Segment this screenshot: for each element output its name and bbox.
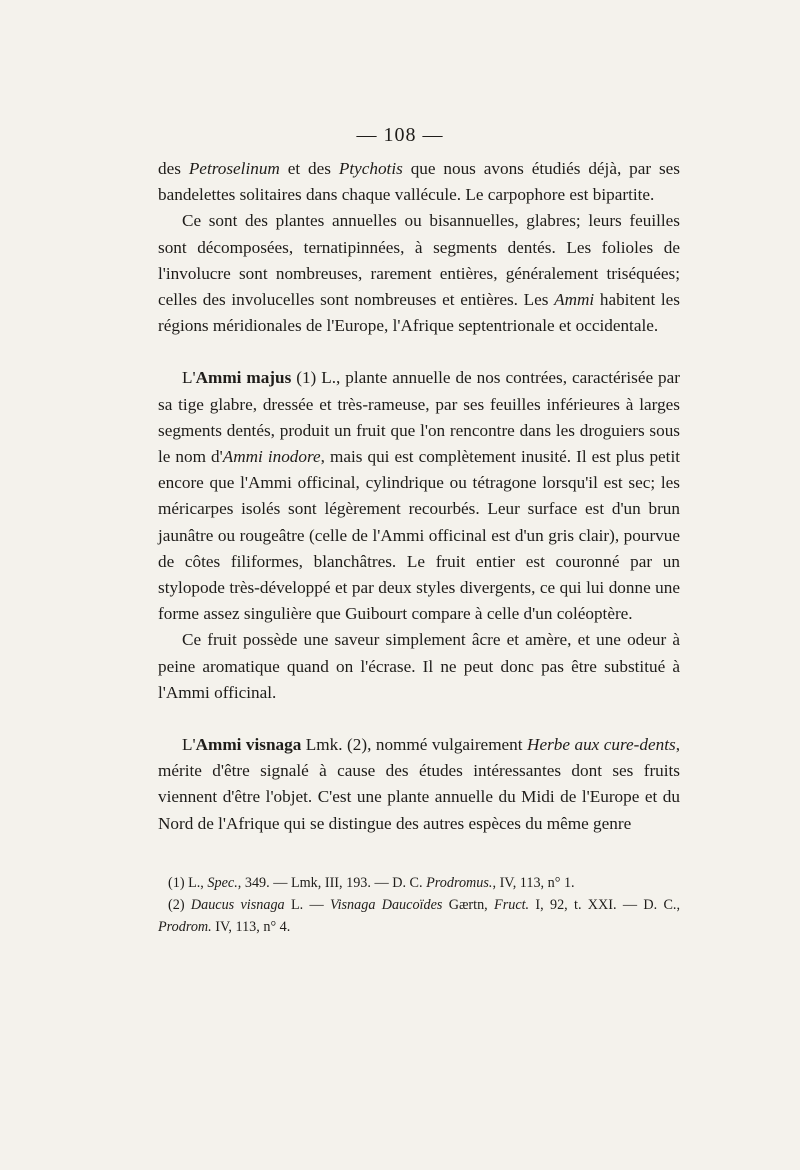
paragraph-5: L'Ammi visnaga Lmk. (2), nommé vulgairement Herbe aux cure-dents, mérite d'être signalé à cause des études intéressantes dont ses fruits viennent d'être l'objet. C'est une plante annuelle du Midi de l'Europe et du Nord de l'Afrique qui se distingue des autres espèces du même genre [158, 735, 680, 833]
paragraph-3: L'Ammi majus (1) L., plante annuelle de nos contrées, caractérisée par sa tige glabre, dressée et très-rameuse, par ses feuilles inférieures à larges segments dentés, produit un fruit que l'on rencontre dans les droguiers sous le nom d'Ammi inodore, mais qui est complètement inusité. Il est plus petit encore que l'Ammi officinal, cylindrique ou tétragone lorsqu'il est sec; les méricarpes isolés sont légèrement recourbés. Leur surface est d'un brun jaunâtre ou rougeâtre (celle de l'Ammi officinal est d'un gris clair), pourvue de côtes filiformes, blanchâtres. Le fruit entier est couronné par un stylopode très-développé et par deux styles divergents, ce qui lui donne une forme assez singulière que Guibourt compare à celle d'un coléoptère. [158, 368, 680, 624]
common-name: Ammi inodore [222, 447, 321, 467]
species-name: Ammi majus [195, 368, 292, 388]
footnote-2: (2) Daucus visnaga L. — Visnaga Daucoïdes Gærtn, Fruct. I, 92, t. XXI. — D. C., Prodrom. IV, 113, n° 4. [158, 897, 681, 935]
paragraph-1: des Petroselinum et des Ptychotis que nous avons étudiés déjà, par ses bandelettes solitaires dans chaque vallécule. Le carpophore est bipartite. [158, 159, 680, 205]
footnote-1: (1) L., Spec., 349. — Lmk, III, 193. — D. C. Prodromus., IV, 113, n° 1. [168, 875, 575, 891]
genus-name: Ammi [554, 290, 595, 310]
footnotes [158, 872, 680, 938]
species-name: Ammi visnaga [195, 735, 302, 755]
common-name: Herbe aux cure-dents [527, 735, 676, 755]
paragraph-2: Ce sont des plantes annuelles ou bisannuelles, glabres; leurs feuilles sont décomposées, ternatipinnées, à segments dentés. Les folioles de l'involucre sont nombreuses, rarement entières, généralement triséquées; celles des involucelles sont nombreuses et entières. Les Ammi habitent les régions méridionales de l'Europe, l'Afrique septentrionale et occidentale. [158, 211, 680, 336]
genus-name: Petroselinum [188, 159, 280, 178]
body-text [158, 156, 680, 837]
page-number: — 108 — [356, 124, 444, 146]
genus-name: Ptychotis [338, 159, 403, 178]
paragraph-4: Ce fruit possède une saveur simplement âcre et amère, et une odeur à peine aromatique quand on l'écrase. Il ne peut donc pas être substitué à l'Ammi officinal. [158, 630, 680, 702]
